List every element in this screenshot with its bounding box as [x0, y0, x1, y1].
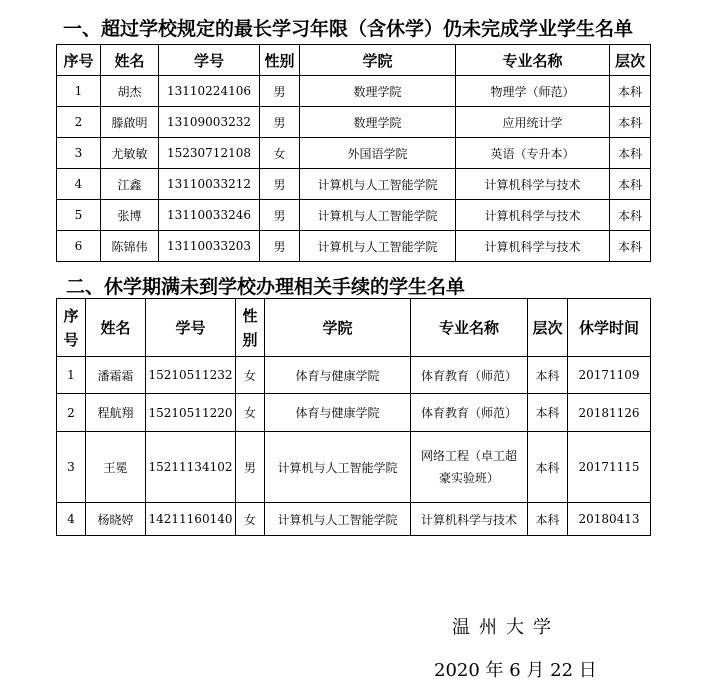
header-no: 序号	[57, 299, 86, 357]
cell-major: 网络工程（卓工超豪实验班）	[411, 432, 528, 503]
header-major: 专业名称	[456, 45, 610, 76]
cell-student-id: 15230712108	[159, 138, 260, 169]
table-row	[57, 200, 651, 231]
cell-major: 英语（专升本）	[456, 138, 610, 169]
cell-level: 本科	[610, 169, 651, 200]
section2-title: 二、休学期满未到学校办理相关手续的学生名单	[66, 276, 466, 298]
cell-gender: 男	[260, 76, 300, 107]
cell-college: 数理学院	[300, 107, 456, 138]
cell-suspension-date: 20181126	[568, 394, 651, 432]
cell-college: 计算机与人工智能学院	[265, 432, 411, 503]
cell-level: 本科	[610, 107, 651, 138]
cell-college: 体育与健康学院	[265, 394, 411, 432]
header-major: 专业名称	[411, 299, 528, 357]
cell-major: 物理学（师范）	[456, 76, 610, 107]
cell-gender: 男	[260, 107, 300, 138]
cell-gender: 女	[236, 357, 265, 394]
cell-gender: 女	[260, 138, 300, 169]
cell-suspension-date: 20171115	[568, 432, 651, 503]
cell-student-id: 13110033203	[159, 231, 260, 262]
cell-student-id: 15210511232	[146, 357, 236, 394]
header-gender: 性别	[260, 45, 300, 76]
cell-no: 1	[57, 357, 86, 394]
table-header-row	[57, 299, 651, 357]
cell-level: 本科	[528, 394, 568, 432]
cell-gender: 女	[236, 394, 265, 432]
table-row	[57, 503, 651, 536]
table-row	[57, 138, 651, 169]
cell-student-id: 15210511220	[146, 394, 236, 432]
cell-no: 1	[57, 76, 101, 107]
cell-major: 体育教育（师范）	[411, 394, 528, 432]
cell-level: 本科	[528, 503, 568, 536]
cell-level: 本科	[610, 76, 651, 107]
cell-name: 江鑫	[101, 169, 159, 200]
suspension-expired-students-table	[56, 298, 651, 536]
cell-name: 王冕	[86, 432, 146, 503]
cell-college: 计算机与人工智能学院	[265, 503, 411, 536]
cell-college: 计算机与人工智能学院	[300, 231, 456, 262]
cell-gender: 男	[260, 169, 300, 200]
cell-suspension-date: 20171109	[568, 357, 651, 394]
cell-name: 陈锦伟	[101, 231, 159, 262]
cell-major: 应用统计学	[456, 107, 610, 138]
cell-no: 2	[57, 107, 101, 138]
cell-no: 6	[57, 231, 101, 262]
header-level: 层次	[610, 45, 651, 76]
cell-level: 本科	[610, 231, 651, 262]
section1-title: 一、超过学校规定的最长学习年限（含休学）仍未完成学业学生名单	[63, 18, 634, 40]
cell-name: 杨晓婷	[86, 503, 146, 536]
cell-name: 程航翔	[86, 394, 146, 432]
header-student-id: 学号	[159, 45, 260, 76]
cell-no: 4	[57, 169, 101, 200]
table-row	[57, 76, 651, 107]
header-college: 学院	[300, 45, 456, 76]
cell-gender: 女	[236, 503, 265, 536]
header-suspension-date: 休学时间	[568, 299, 651, 357]
table-row	[57, 231, 651, 262]
cell-no: 3	[57, 138, 101, 169]
cell-college: 计算机与人工智能学院	[300, 169, 456, 200]
header-no: 序号	[57, 45, 101, 76]
cell-name: 滕啟明	[101, 107, 159, 138]
cell-gender: 男	[260, 231, 300, 262]
cell-student-id: 13109003232	[159, 107, 260, 138]
cell-level: 本科	[610, 200, 651, 231]
cell-level: 本科	[610, 138, 651, 169]
cell-gender: 男	[260, 200, 300, 231]
table-row	[57, 107, 651, 138]
cell-no: 3	[57, 432, 86, 503]
cell-college: 体育与健康学院	[265, 357, 411, 394]
table-header-row	[57, 45, 651, 76]
cell-student-id: 15211134102	[146, 432, 236, 503]
cell-level: 本科	[528, 432, 568, 503]
cell-student-id: 14211160140	[146, 503, 236, 536]
cell-major: 计算机科学与技术	[456, 231, 610, 262]
table-row	[57, 357, 651, 394]
cell-no: 5	[57, 200, 101, 231]
header-college: 学院	[265, 299, 411, 357]
cell-major: 体育教育（师范）	[411, 357, 528, 394]
cell-level: 本科	[528, 357, 568, 394]
cell-college: 数理学院	[300, 76, 456, 107]
overdue-students-table	[56, 44, 651, 262]
header-student-id: 学号	[146, 299, 236, 357]
cell-no: 4	[57, 503, 86, 536]
header-level: 层次	[528, 299, 568, 357]
cell-student-id: 13110033246	[159, 200, 260, 231]
cell-student-id: 13110224106	[159, 76, 260, 107]
cell-major: 计算机科学与技术	[411, 503, 528, 536]
cell-name: 张博	[101, 200, 159, 231]
cell-student-id: 13110033212	[159, 169, 260, 200]
table-row	[57, 169, 651, 200]
cell-name: 胡杰	[101, 76, 159, 107]
cell-name: 潘霜霜	[86, 357, 146, 394]
header-name: 姓名	[86, 299, 146, 357]
document-date: 2020 年 6 月 22 日	[434, 660, 597, 681]
cell-major: 计算机科学与技术	[456, 169, 610, 200]
table-row	[57, 432, 651, 503]
header-name: 姓名	[101, 45, 159, 76]
table-row	[57, 394, 651, 432]
school-name-signature: 温州大学	[452, 617, 560, 638]
cell-no: 2	[57, 394, 86, 432]
cell-suspension-date: 20180413	[568, 503, 651, 536]
cell-college: 计算机与人工智能学院	[300, 200, 456, 231]
header-gender: 性别	[236, 299, 265, 357]
cell-name: 尤敏敏	[101, 138, 159, 169]
cell-gender: 男	[236, 432, 265, 503]
cell-college: 外国语学院	[300, 138, 456, 169]
cell-major: 计算机科学与技术	[456, 200, 610, 231]
